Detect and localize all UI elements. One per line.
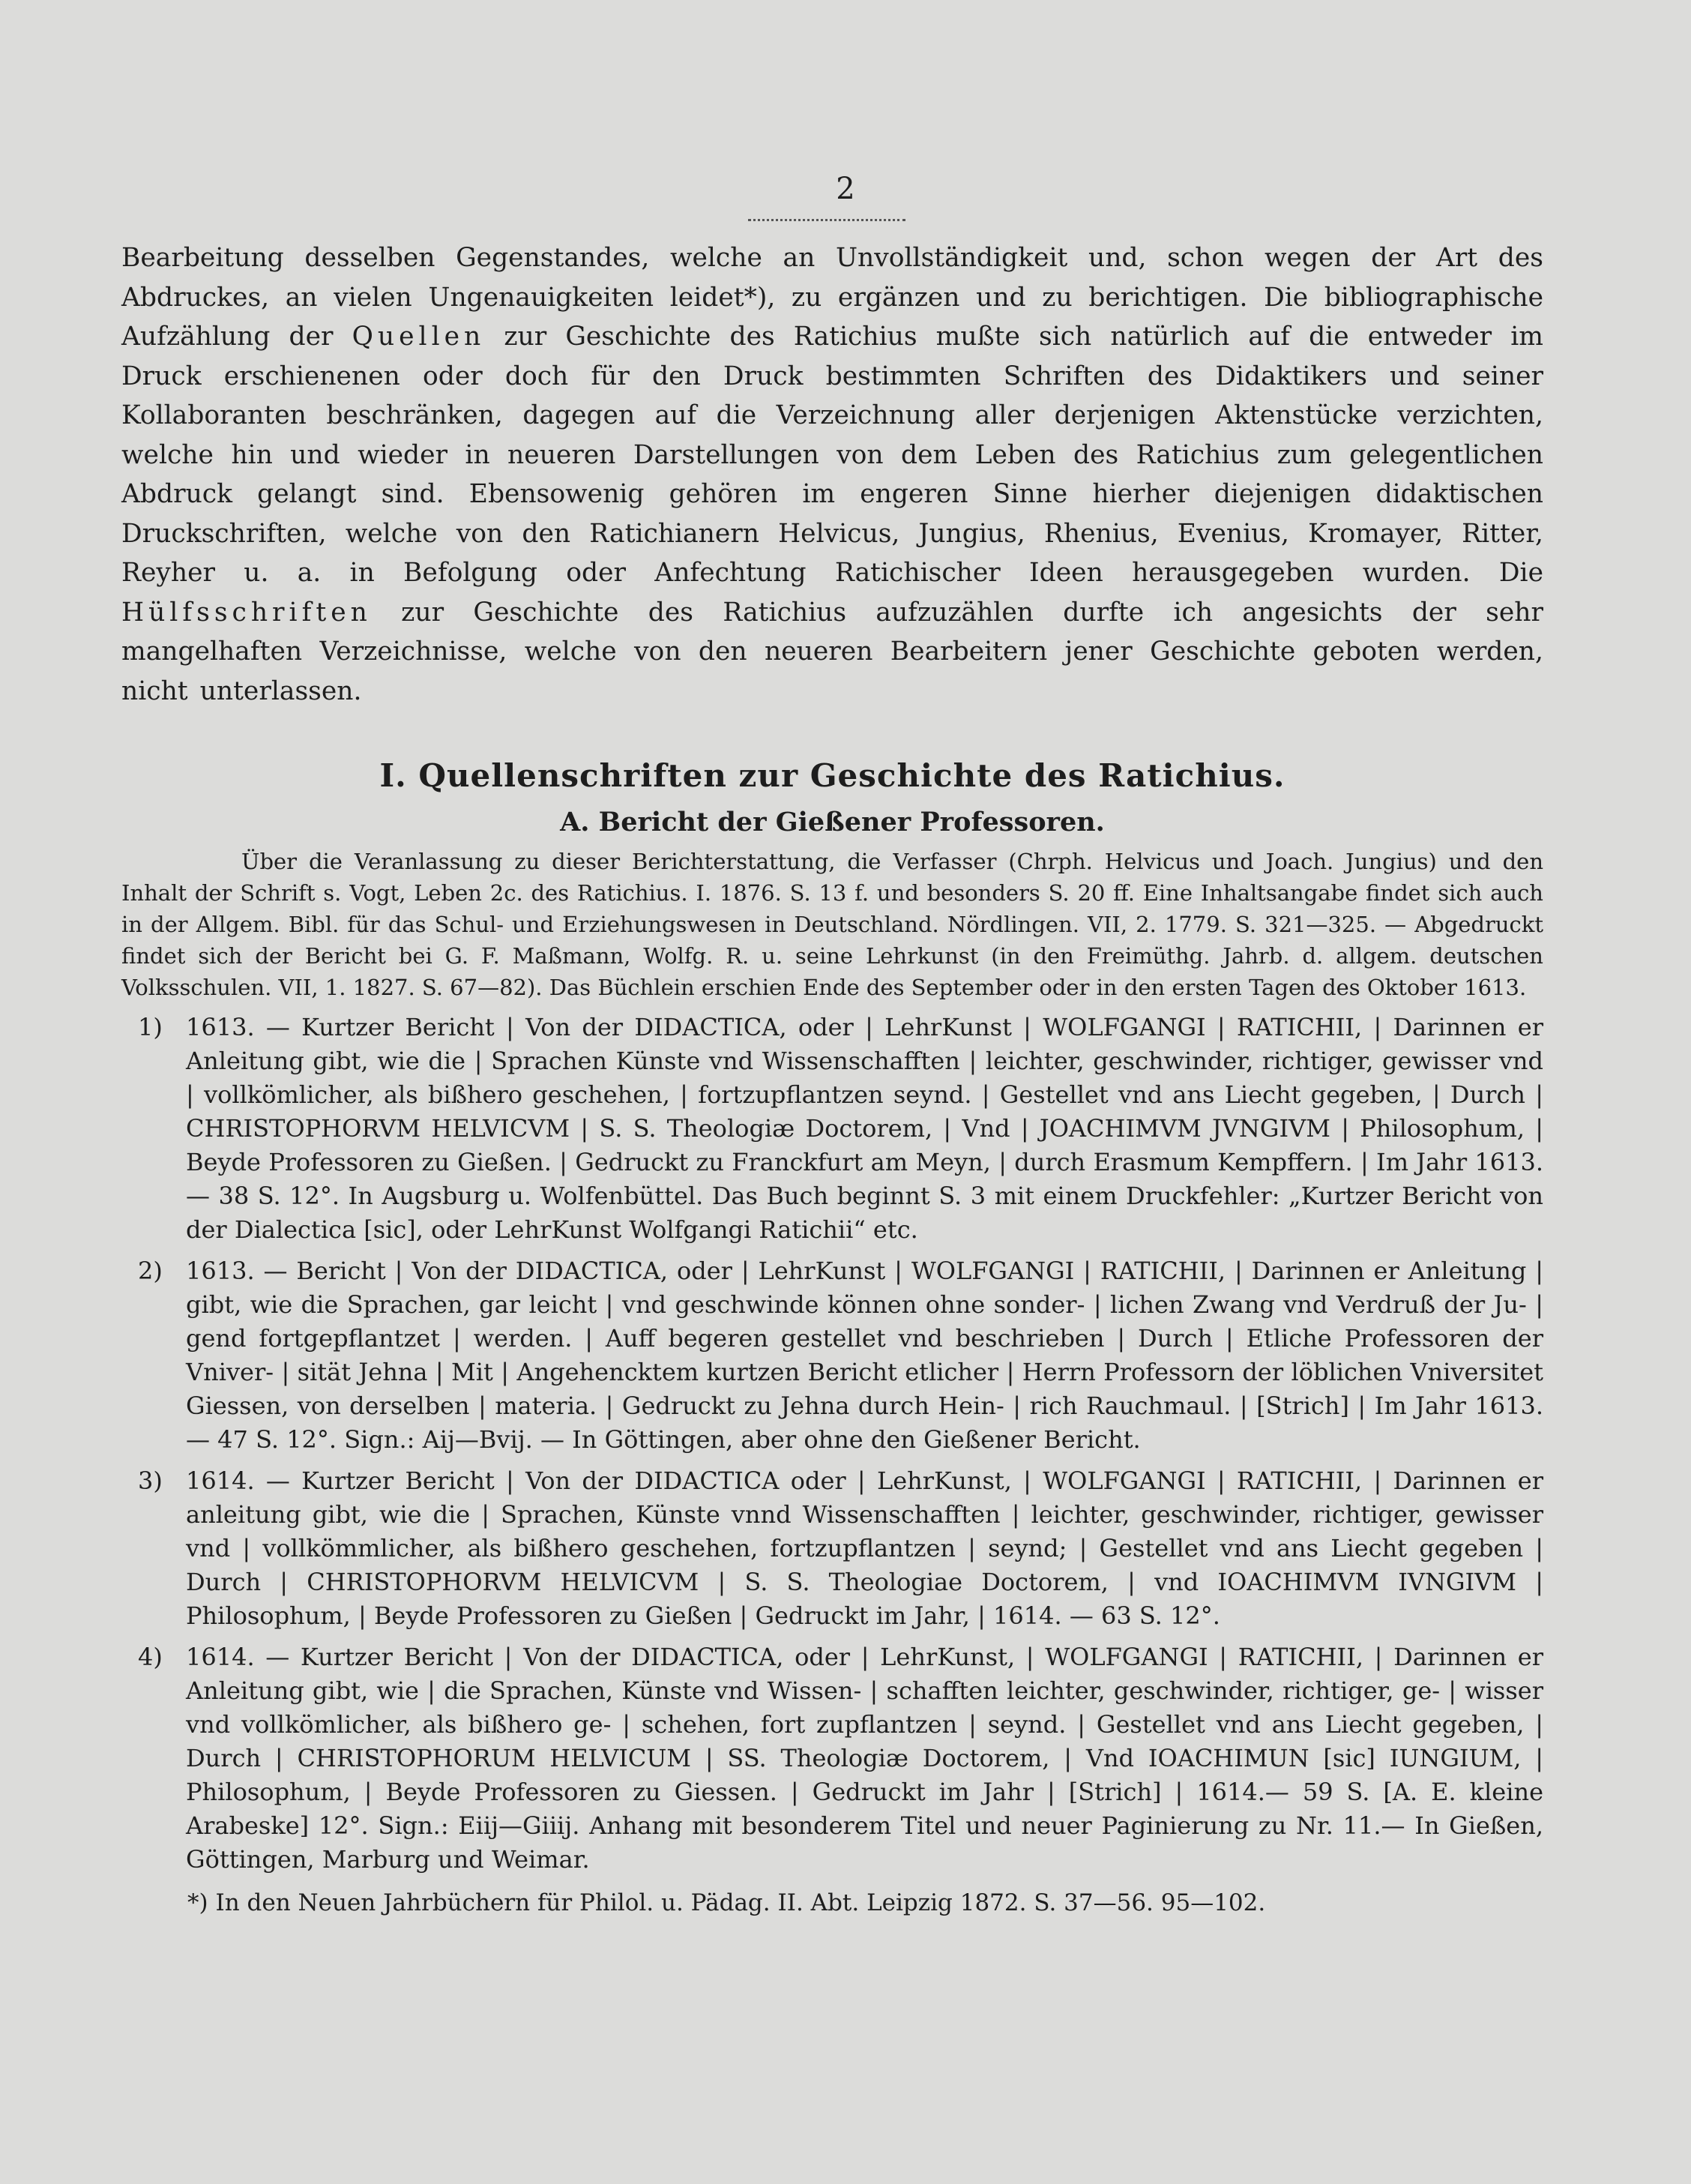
intro-text-a: Bearbeitung desselben Gegenstandes, welche an Unvollständigkeit und, schon wegen der Art des Abdruckes, an vielen Ungenauigkeiten leidet*), zu ergänzen und zu berichtigen. Die bibliographische Aufzählung der: [121, 243, 1543, 352]
entry-text: 1613. — Bericht | Von der DIDACTICA, oder | LehrKunst | WOLFGANGI | RATICHII, | Darinnen er Anleitung | gibt, wie die Sprachen, gar leicht | vnd geschwinde können ohne sonder- | lichen Zwang vnd Verdruß der Ju- | gend fortgepflantzet | werden. | Auff begeren gestellet vnd beschrieben | Durch | Etliche Professoren der Vniver- | sität Jehna | Mit | Angehencktem kurtzen Bericht etlicher | Herrn Professorn der löblichen Vniversitet Giessen, von derselben | materia. | Gedruckt zu Jehna durch Hein- | rich Rauchmaul. | [Strich] | Im Jahr 1613. — 47 S. 12°. Sign.: Aij—Bvij. — In Göttingen, aber ohne den Gießener Bericht.: [186, 1257, 1543, 1454]
entry-text: 1614. — Kurtzer Bericht | Von der DIDACTICA, oder | LehrKunst, | WOLFGANGI | RATICHII, | Darinnen er Anleitung gibt, wie | die Sprachen, Künste vnd Wissen- | schafften leichter, geschwinder, richtiger, ge- | wisser vnd vollkömlicher, als bißhero ge- | schehen, fort zupflantzen | seynd. | Gestellet vnd ans Liecht gegeben, | Durch | CHRISTOPHORUM HELVICUM | SS. Theologiæ Doctorem, | Vnd IOACHIMUN [sic] IUNGIUM, | Philosophum, | Beyde Professoren zu Giessen. | Gedruckt im Jahr | [Strich] | 1614.— 59 S. [A. E. kleine Arabeske] 12°. Sign.: Eiij—Giiij. Anhang mit besonderem Titel und neuer Paginierung zu Nr. 11.— In Gießen, Göttingen, Marburg und Weimar.: [186, 1643, 1543, 1874]
entry-number: 1): [138, 1013, 163, 1041]
subsection-heading: A. Bericht der Gießener Professoren.: [560, 807, 1105, 837]
bibliography-entry: [121, 1640, 1543, 1877]
intro-emph-quellen: Quellen: [352, 322, 486, 352]
intro-text-e: zur Geschichte des Ratichius aufzuzählen durfte ich angesichts der sehr mangelhaften Verzeichnisse, welche von den neueren Bearbeitern jener Geschichte geboten werden, nicht unterlassen.: [121, 597, 1543, 706]
bibliography-entry: [121, 1011, 1543, 1247]
entry-text: 1614. — Kurtzer Bericht | Von der DIDACTICA oder | LehrKunst, | WOLFGANGI | RATICHII, | Darinnen er anleitung gibt, wie die | Sprachen, Künste vnnd Wissenschafften | leichter, geschwinder, richtiger, gewisser vnd | vollkömmlicher, als bißhero geschehen, fortzupflantzen | seynd; | Gestellet vnd ans Liecht gegeben | Durch | CHRISTOPHORVM HELVICVM | S. S. Theologiae Doctorem, | vnd IOACHIMVM IVNGIVM | Philosophum, | Beyde Professoren zu Gießen | Gedruckt im Jahr, | 1614. — 63 S. 12°.: [186, 1466, 1543, 1630]
intro-emph-huelfsschriften: Hülfsschriften: [121, 597, 372, 628]
section-heading: I. Quellenschriften zur Geschichte des Ratichius.: [379, 757, 1285, 794]
intro-text-c: zur Geschichte des Ratichius mußte sich natürlich auf die entweder im Druck erschienenen oder doch für den Druck bestimmten Schriften des Didaktikers und seiner Kollaboranten beschränken, dagegen auf die Verzeichnung aller derjenigen Aktenstücke verzichten, welche hin und wieder in neueren Darstellungen von dem Leben des Ratichius zum gelegentlichen Abdruck gelangt sind. Ebensowenig gehören im engeren Sinne hierher diejenigen didaktischen Druckschriften, welche von den Ratichianern Helvicus, Jungius, Rhenius, Evenius, Kromayer, Ritter, Reyher u. a. in Befolgung oder Anfechtung Ratichischer Ideen herausgegeben wurden. Die: [121, 322, 1544, 588]
page-number-ornament: [748, 211, 905, 221]
entry-number: 3): [138, 1466, 163, 1495]
page-number: 2: [836, 172, 855, 206]
introductory-note: Über die Veranlassung zu dieser Berichterstattung, die Verfasser (Chrph. Helvicus und Joach. Jungius) und den Inhalt der Schrift s. Vogt, Leben 2c. des Ratichius. I. 1876. S. 13 f. und besonders S. 20 ff. Eine Inhaltsangabe findet sich auch in der Allgem. Bibl. für das Schul- und Erziehungswesen in Deutschland. Nördlingen. VII, 2. 1779. S. 321—325. — Abgedruckt findet sich der Bericht bei G. F. Maßmann, Wolfg. R. u. seine Lehrkunst (in den Freimüthg. Jahrb. d. allgem. deutschen Volksschulen. VII, 1. 1827. S. 67—82). Das Büchlein erschien Ende des September oder in den ersten Tagen des Oktober 1613.: [121, 849, 1543, 1000]
page-body: [121, 238, 1543, 1919]
intro-paragraph: [121, 238, 1543, 711]
bibliography-entry: [121, 1254, 1543, 1457]
entry-number: 4): [138, 1643, 163, 1671]
entry-text: 1613. — Kurtzer Bericht | Von der DIDACTICA, oder | LehrKunst | WOLFGANGI | RATICHII, | Darinnen er Anleitung gibt, wie die | Sprachen Künste vnd Wissenschafften | leichter, geschwinder, richtiger, gewisser vnd | vollkömlicher, als bißhero geschehen, | fortzupflantzen seynd. | Gestellet vnd ans Liecht gegeben, | Durch | CHRISTOPHORVM HELVICVM | S. S. Theologiæ Doctorem, | Vnd | JOACHIMVM JVNGIVM | Philosophum, | Beyde Professoren zu Gießen. | Gedruckt zu Franckfurt am Meyn, | durch Erasmum Kempffern. | Im Jahr 1613. — 38 S. 12°. In Augsburg u. Wolfenbüttel. Das Buch beginnt S. 3 mit einem Druckfehler: „Kurtzer Bericht von der Dialectica [sic], oder LehrKunst Wolfgangi Ratichii“ etc.: [186, 1013, 1543, 1244]
bibliography-entry: [121, 1464, 1543, 1633]
entry-number: 2): [138, 1257, 163, 1285]
footnote: *) In den Neuen Jahrbüchern für Philol. u. Pädag. II. Abt. Leipzig 1872. S. 37—56. 95—102.: [187, 1889, 1266, 1916]
